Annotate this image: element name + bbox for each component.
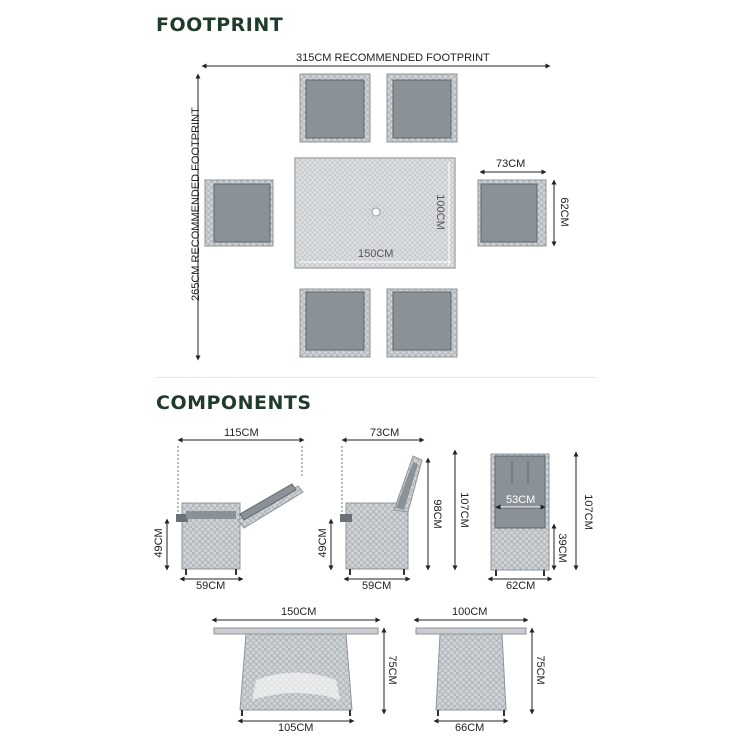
table-width-label: 100CM — [434, 194, 446, 230]
recliner-flat-seat-height-label: 49CM — [153, 528, 165, 558]
chair-depth-label: 62CM — [558, 197, 570, 227]
chair-seat-height-label: 39CM — [556, 533, 568, 563]
recliner-upright-seat-height-label: 49CM — [317, 528, 329, 558]
chair-total-height-label: 107CM — [582, 494, 594, 530]
table-end-top-label: 100CM — [452, 606, 488, 618]
recliner-flat-base-label: 59CM — [196, 580, 226, 592]
chair-bottom-right — [387, 289, 457, 357]
table-side-top-label: 150CM — [281, 606, 317, 618]
table-end-view — [416, 620, 532, 721]
chair-left-end — [205, 180, 273, 246]
recliner-upright-base-label: 59CM — [362, 580, 392, 592]
footprint-depth-label: 265CM RECOMMENDED FOOTPRINT — [190, 107, 202, 301]
table-side-height-label: 75CM — [386, 655, 398, 685]
footprint-heading: FOOTPRINT — [156, 14, 284, 36]
recliner-flat-side-view — [167, 440, 303, 579]
chair-bottom-left — [300, 289, 370, 357]
chair-top-left — [300, 74, 370, 142]
chair-top-right — [387, 74, 457, 142]
table-side-base-label: 105CM — [278, 722, 314, 734]
footprint-width-label: 315CM RECOMMENDED FOOTPRINT — [296, 52, 490, 64]
chair-base-label: 62CM — [506, 580, 536, 592]
table-end-base-label: 66CM — [455, 722, 485, 734]
recliner-upright-total-height-label: 107CM — [458, 492, 470, 528]
recliner-upright-back-height-label: 98CM — [431, 499, 443, 529]
chair-width-label: 73CM — [496, 158, 526, 170]
table-side-view — [214, 620, 384, 721]
table-length-label: 150CM — [358, 248, 394, 260]
chair-right-end — [478, 180, 546, 246]
recliner-flat-span-label: 115CM — [224, 427, 259, 439]
chair-seat-width-label: 53CM — [506, 494, 536, 506]
recliner-upright-span-label: 73CM — [370, 427, 400, 439]
components-heading: COMPONENTS — [156, 392, 312, 414]
table-end-height-label: 75CM — [534, 655, 546, 685]
